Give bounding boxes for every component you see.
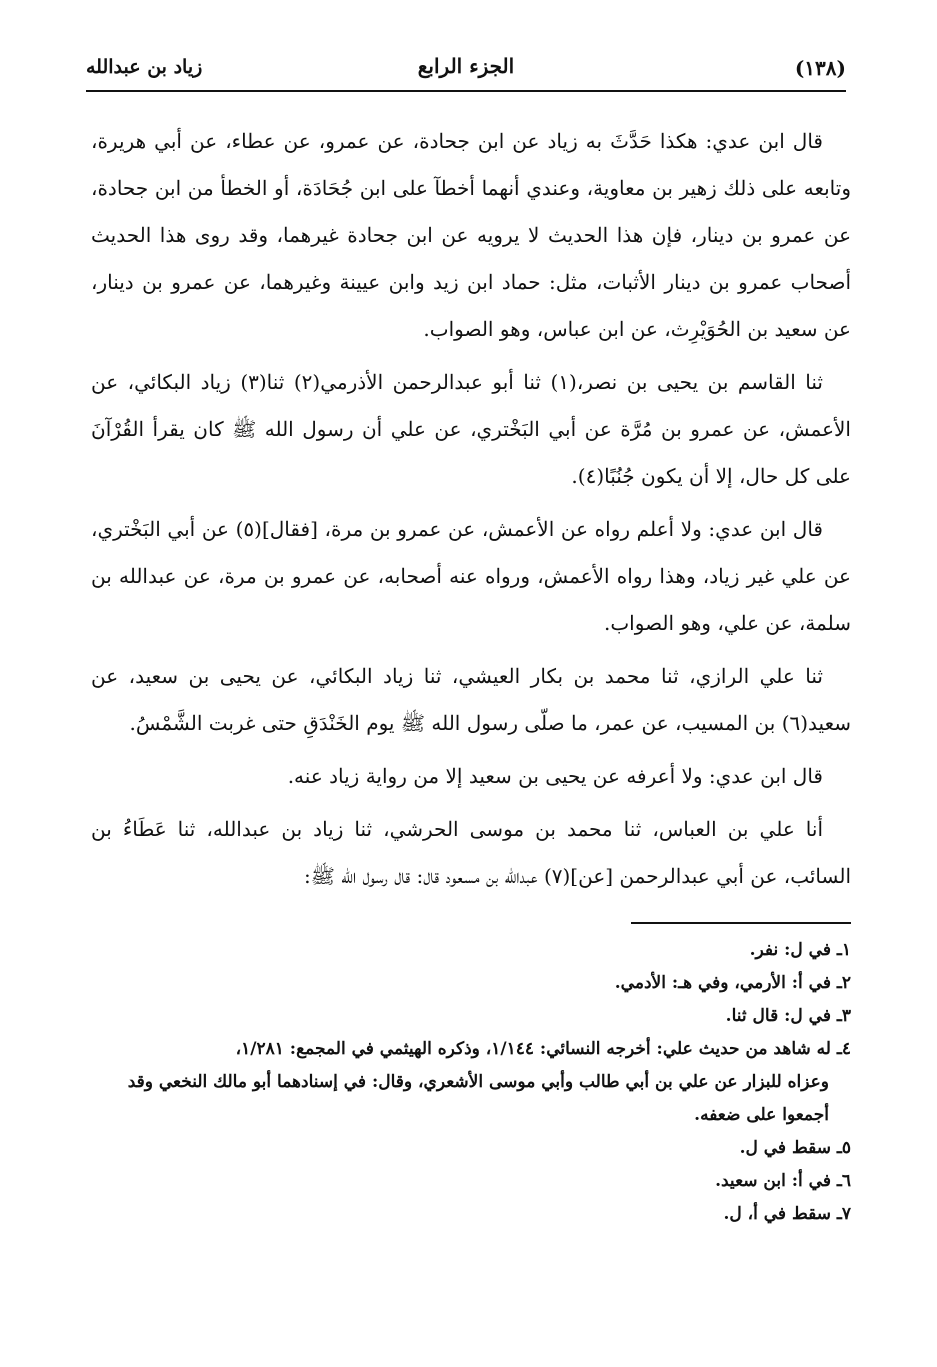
footnotes: [91, 934, 851, 1231]
paragraph: قال ابن عدي: ولا أعلم رواه عن الأعمش، عن عمرو بن مرة، [فقال](٥) عن أبي البَخْتري، عن علي غير زياد، وهذا رواه الأعمش، ورواه عنه أصحابه، عن عمرو بن مرة، عن عبدالله بن سلمة، عن علي، وهو الصواب.: [91, 517, 851, 635]
part-title: الجزء الرابع: [417, 54, 515, 78]
footnote-separator: [631, 922, 851, 924]
main-text: [91, 118, 851, 906]
paragraph: ثنا علي الرازي، ثنا محمد بن بكار العيشي، ثنا زياد البكائي، عن يحيى بن سعيد، عن سعيد(٦) بن المسيب، عن عمر، ما صلّى رسول الله ﷺ يوم الخَنْدَقِ حتى غربت الشَّمْسُ.: [91, 664, 851, 735]
page-header: [86, 50, 846, 92]
footnote: ٤ـ له شاهد من حديث علي: أخرجه النسائي: ١/١٤٤، وذكره الهيثمي في المجمع: ١/٢٨١،: [235, 1039, 851, 1059]
footnote-continuation: وعزاه للبزار عن علي بن أبي طالب وأبي موسى الأشعري، وقال: في إسنادهما أبو مالك النخعي وقد أجمعوا على ضعفه.: [127, 1072, 829, 1125]
footnote: ٣ـ في ل: قال ثنا.: [725, 1006, 851, 1026]
footnote: ١ـ في ل: نفر.: [749, 940, 851, 960]
footnote: ٦ـ في أ: ابن سعيد.: [715, 1171, 851, 1191]
page-number: (١٣٨): [794, 56, 846, 80]
footnote: ٥ـ سقط في ل.: [739, 1138, 851, 1158]
footnote: ٧ـ سقط في أ، ل.: [723, 1204, 851, 1224]
paragraph: أنا علي بن العباس، ثنا محمد بن موسى الحرشي، ثنا زياد بن عبدالله، ثنا عَطَاءُ بن السائب، عن أبي عبدالرحمن [عن](٧) عبدالله بن مسعود قال: قال رسول الله ﷺ:: [91, 817, 851, 888]
paragraph: ثنا القاسم بن يحيى بن نصر،(١) ثنا أبو عبدالرحمن الأذرمي(٢) ثنا(٣) زياد البكائي، عن الأعمش، عن عمرو بن مُرَّة عن أبي البَخْتري، عن علي أن رسول الله ﷺ كان يقرأ القُرْآنَ على كل حال، إلا أن يكون جُنُبًا(٤).: [91, 370, 851, 488]
paragraph: قال ابن عدي: هكذا حَدَّثَ به زياد عن ابن جحادة، عن عمرو، عن عطاء، عن أبي هريرة، وتابعه على ذلك زهير بن معاوية، وعندي أنهما أخطآ على ابن جُحَادَة، أو الخطأ من ابن جحادة، عن عمرو بن دينار، فإن هذا الحديث لا يرويه عن ابن جحادة غيرهما، وقد روى هذا الحديث أصحاب عمرو بن دينار الأثبات، مثل: حماد ابن زيد وابن عيينة وغيرهما، عن عمرو بن دينار، عن سعيد بن الحُوَيْرِث، عن ابن عباس، وهو الصواب.: [91, 129, 851, 341]
running-title: زياد بن عبدالله: [86, 56, 203, 78]
footnote: ٢ـ في أ: الأرمي، وفي هـ: الأدمي.: [614, 973, 851, 993]
paragraph: قال ابن عدي: ولا أعرفه عن يحيى بن سعيد إلا من رواية زياد عنه.: [287, 764, 823, 788]
